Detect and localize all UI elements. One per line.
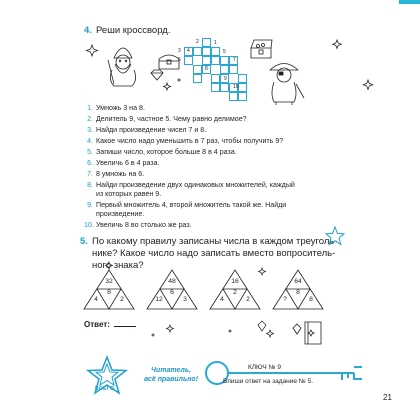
triangle-right-number: 2	[246, 296, 250, 303]
triangle-top-number: 16	[231, 278, 239, 285]
triangle-left-number: ?	[283, 296, 287, 303]
crossword-number: 9	[224, 76, 227, 82]
key-title: КЛЮЧ № 9	[248, 364, 281, 371]
crossword-number: 10	[233, 84, 239, 90]
question-number: 2.	[87, 115, 93, 123]
badge-star-icon	[85, 355, 129, 399]
question-text: Делитель 9, частное 5. Чему равно делимое?	[96, 115, 247, 123]
question-number: 10.	[84, 221, 94, 229]
triangle-center-number: 8	[296, 289, 300, 296]
book-and-gem-illustration	[291, 318, 325, 346]
question-text: Какое число надо уменьшить в 7 раз, чтобы получить 9?	[96, 137, 284, 145]
badge-message	[141, 367, 201, 384]
triangle-left-number: 4	[94, 296, 98, 303]
answer-input[interactable]	[114, 326, 136, 327]
question-number: 1.	[87, 104, 93, 112]
triangle-right-number: 2	[120, 296, 124, 303]
question-text: Умножь 3 на 8.	[96, 104, 145, 112]
crossword-number: 5	[223, 49, 226, 55]
question-number: 8.	[87, 181, 93, 189]
triangle-center-number: 6	[170, 289, 174, 296]
task-number: 5.	[80, 236, 88, 247]
question-text: Найди произведение чисел 7 и 8.	[96, 126, 207, 134]
triangle-right-number: 8	[309, 296, 313, 303]
task-text-line: По какому правилу записаны числа в каждом треуголь-	[92, 236, 338, 247]
crossword-number: 4	[187, 48, 190, 54]
triangle-center-number: 2	[233, 289, 237, 296]
crossword-number: 8	[205, 66, 208, 72]
triangle-top-number: 32	[105, 278, 113, 285]
question-text: Первый множитель 4, второй множитель такой же. Найди	[96, 201, 287, 209]
task-number: 4.	[84, 25, 92, 36]
crossword-number: 1	[214, 40, 217, 46]
task-text-line: ного знака?	[92, 260, 144, 271]
question-text: 8 умножь на 6.	[96, 170, 145, 178]
triangle-top-number: 48	[168, 278, 176, 285]
crossword-number: 6	[178, 57, 181, 63]
question-number: 9.	[87, 201, 93, 209]
question-number: 3.	[87, 126, 93, 134]
crossword-number: 3	[178, 48, 181, 54]
answer-label: Ответ:	[84, 320, 110, 329]
answer-line	[84, 320, 136, 329]
triangle-top-number: 64	[294, 278, 302, 285]
question-number: 6.	[87, 159, 93, 167]
task-text-line: нике? Какое число надо записать вместо вопроситель-	[92, 248, 336, 259]
triangle-left-number: 4	[220, 296, 224, 303]
badge-message-line: Читатель,	[151, 367, 191, 374]
badge-label: ВСЕГО	[95, 386, 115, 392]
question-text: Увеличь 6 в 4 раза.	[96, 159, 160, 167]
triangle-left-number: 12	[155, 296, 163, 303]
triangle-center-number: 8	[107, 289, 111, 296]
question-number: 4.	[87, 137, 93, 145]
question-text: Увеличь 8 во столько же раз.	[96, 221, 192, 229]
task-title: Реши кроссворд.	[96, 25, 171, 36]
badge-message-line: всё правильно!	[143, 375, 199, 383]
triangle-right-number: 3	[183, 296, 187, 303]
question-text: Запиши число, которое больше 8 в 4 раза.	[96, 148, 237, 156]
question-number: 5.	[87, 148, 93, 156]
question-text-continued: из которых равен 9.	[96, 189, 162, 198]
page-number: 21	[383, 393, 392, 402]
crossword-number: 7	[233, 57, 236, 63]
question-number: 7.	[87, 170, 93, 178]
question-text-continued: произведение.	[96, 209, 145, 218]
crossword-number: 2	[196, 39, 199, 45]
question-text: Найди произведение двух одинаковых множителей, каждый	[96, 181, 295, 189]
key-instruction: Впиши ответ на задание № 5.	[223, 378, 314, 385]
